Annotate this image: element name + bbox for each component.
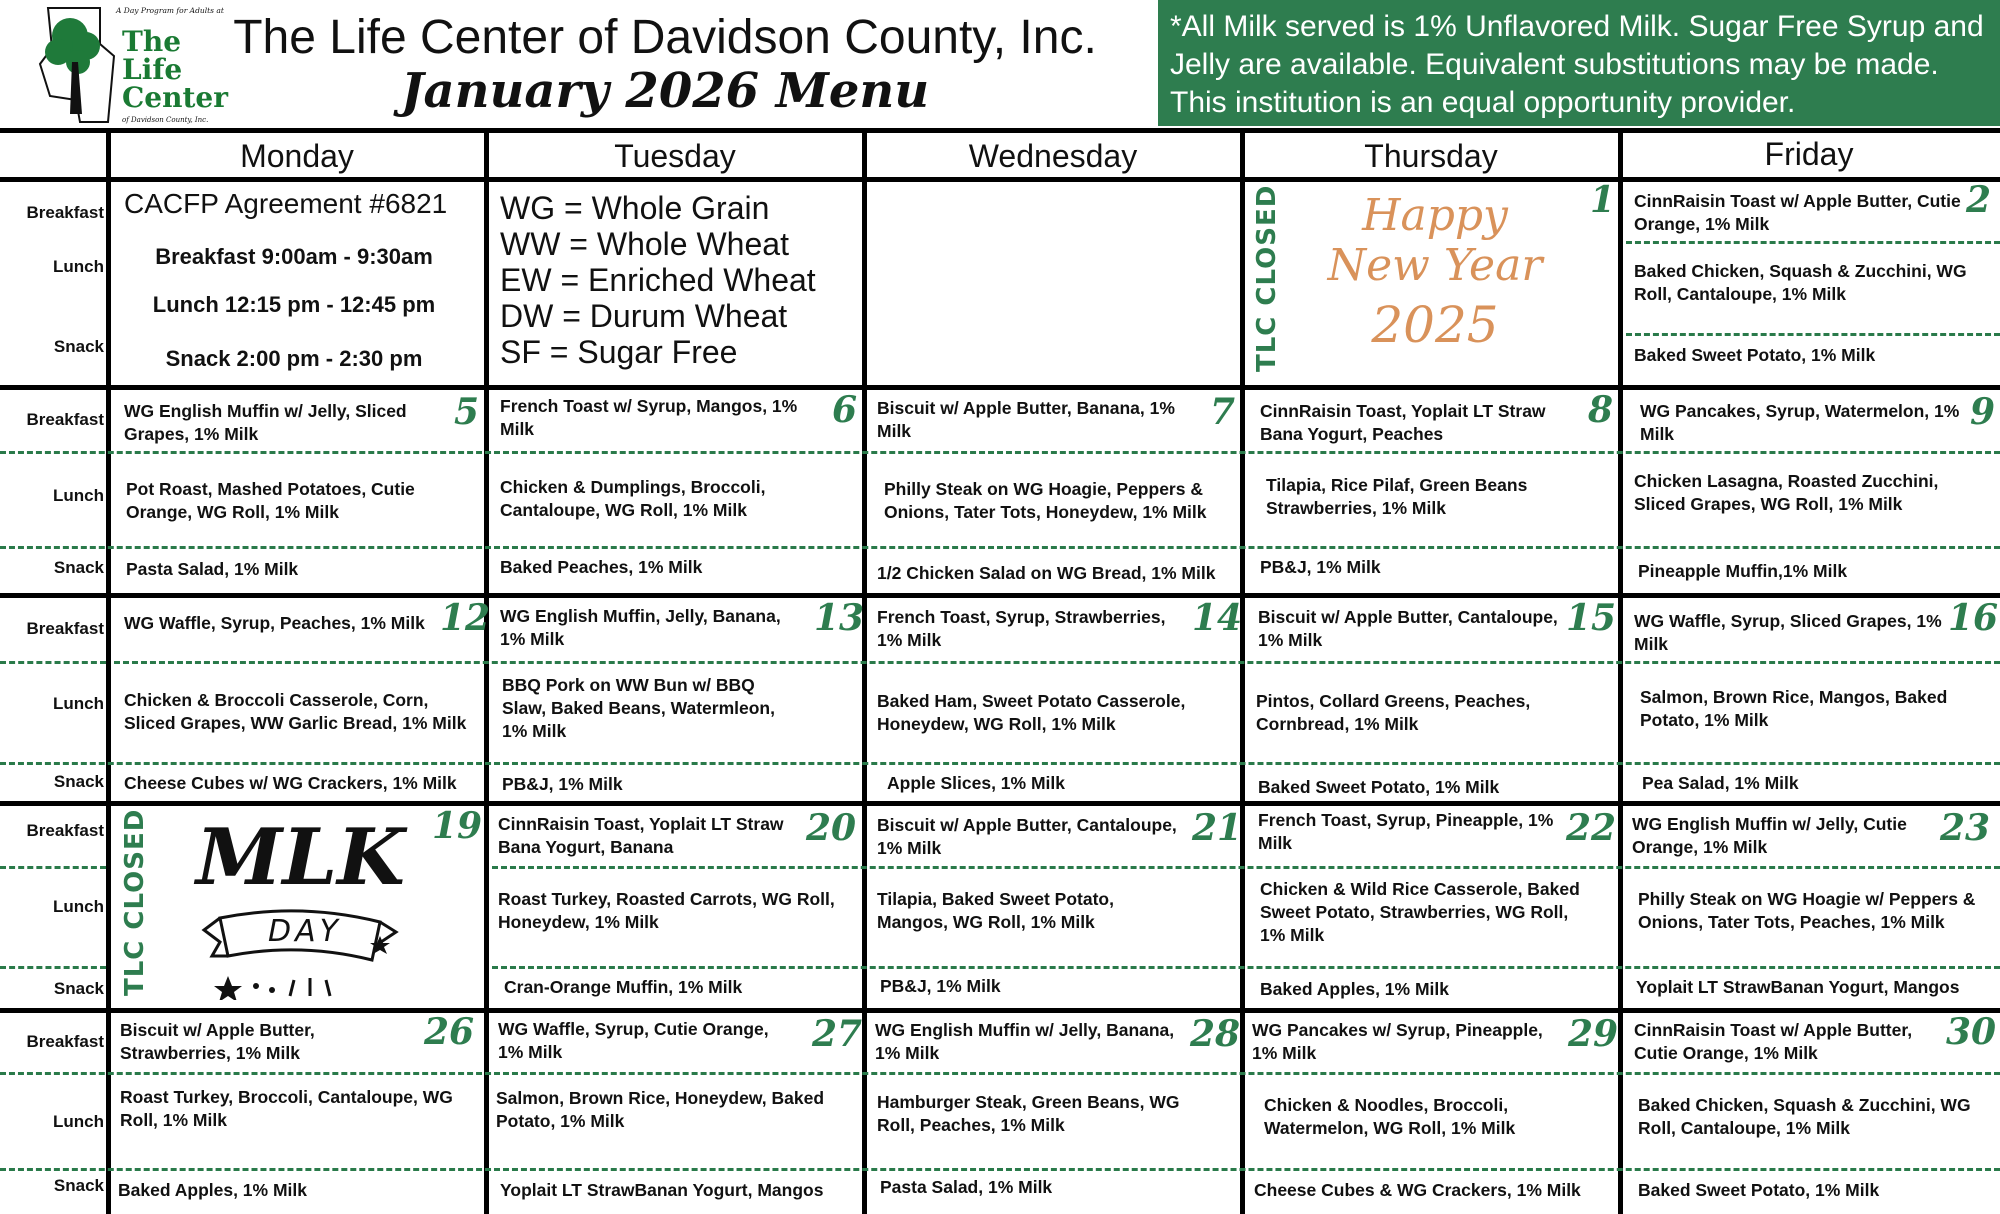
breakfast-item: CinnRaisin Toast w/ Apple Butter, Cutie Orange, 1% Milk bbox=[1634, 191, 1961, 234]
date-number: 8 bbox=[1588, 389, 1614, 431]
menu-month-title: January 2026 Menu bbox=[400, 63, 930, 119]
menu-calendar-grid bbox=[0, 128, 2000, 1214]
lunch-item: Pot Roast, Mashed Potatoes, Cutie Orange, WG Roll, 1% Milk bbox=[126, 479, 415, 522]
lunch-item: BBQ Pork on WW Bun w/ BBQ Slaw, Baked Beans, Watermleon, 1% Milk bbox=[502, 675, 775, 741]
lunch-item: Chicken & Wild Rice Casserole, Baked Sweet Potato, Strawberries, WG Roll, 1% Milk bbox=[1260, 879, 1580, 945]
lunch-item: Salmon, Brown Rice, Mangos, Baked Potato, 1% Milk bbox=[1640, 687, 1948, 730]
date-number: 28 bbox=[1190, 1013, 1241, 1055]
snack-item: Pineapple Muffin,1% Milk bbox=[1638, 561, 1848, 581]
breakfast-item: WG Waffle, Syrup, Sliced Grapes, 1% Milk bbox=[1634, 611, 1942, 654]
logo-word-the: The bbox=[122, 25, 182, 58]
grid-line bbox=[0, 1008, 2000, 1013]
date-number: 9 bbox=[1970, 391, 1996, 433]
grid-line bbox=[0, 593, 2000, 598]
snack-item: Baked Sweet Potato, 1% Milk bbox=[1638, 1180, 1880, 1200]
breakfast-item: WG English Muffin w/ Jelly, Cutie Orange, 1% Milk bbox=[1632, 814, 1907, 857]
breakfast-item: WG English Muffin w/ Jelly, Banana, 1% Milk bbox=[875, 1020, 1175, 1063]
snack-item: PB&J, 1% Milk bbox=[502, 774, 623, 794]
grid-line bbox=[484, 128, 489, 1214]
meal-divider bbox=[0, 661, 106, 664]
snack-item: PB&J, 1% Milk bbox=[1260, 557, 1381, 577]
breakfast-item: WG English Muffin, Jelly, Banana, 1% Milk bbox=[500, 606, 781, 649]
meal-label-breakfast: Breakfast bbox=[26, 619, 104, 638]
grid-line bbox=[1240, 128, 1245, 1214]
page-title: The Life Center of Davidson County, Inc. bbox=[233, 11, 1097, 64]
breakfast-item: WG Pancakes w/ Syrup, Pineapple, 1% Milk bbox=[1252, 1020, 1543, 1063]
lunch-item: Hamburger Steak, Green Beans, WG Roll, Peaches, 1% Milk bbox=[877, 1092, 1180, 1135]
lunch-item: Chicken & Noodles, Broccoli, Watermelon, WG Roll, 1% Milk bbox=[1264, 1095, 1516, 1138]
snack-item: Apple Slices, 1% Milk bbox=[887, 773, 1065, 793]
snack-item: Pasta Salad, 1% Milk bbox=[126, 559, 299, 579]
day-header-friday: Friday bbox=[1764, 136, 1854, 172]
snack-item: Cheese Cubes & WG Crackers, 1% Milk bbox=[1254, 1180, 1581, 1200]
snack-item: Cheese Cubes w/ WG Crackers, 1% Milk bbox=[124, 773, 457, 793]
breakfast-item: CinnRaisin Toast w/ Apple Butter, Cutie Orange, 1% Milk bbox=[1634, 1020, 1913, 1063]
snack-item: Baked Sweet Potato, 1% Milk bbox=[1258, 777, 1500, 797]
meal-label-snack: Snack bbox=[53, 979, 104, 998]
page-header bbox=[0, 0, 2000, 128]
meal-divider bbox=[1626, 333, 2000, 336]
meal-label-breakfast: Breakfast bbox=[26, 821, 104, 840]
meal-divider bbox=[0, 546, 2000, 549]
date-number: 14 bbox=[1192, 597, 1243, 639]
breakfast-item: WG English Muffin w/ Jelly, Sliced Grapes, 1% Milk bbox=[124, 401, 407, 444]
date-number: 6 bbox=[832, 389, 858, 431]
snack-hours: Snack 2:00 pm - 2:30 pm bbox=[165, 346, 423, 371]
tree-map-icon bbox=[30, 4, 120, 126]
day-header-thursday: Thursday bbox=[1364, 138, 1498, 174]
lunch-item: Roast Turkey, Roasted Carrots, WG Roll, Honeydew, 1% Milk bbox=[498, 889, 835, 932]
legend-ew: EW = Enriched Wheat bbox=[500, 262, 816, 298]
happy-new-year-text: New Year bbox=[1327, 240, 1543, 291]
meal-label-snack: Snack bbox=[53, 772, 104, 791]
legend-ww: WW = Whole Wheat bbox=[500, 226, 789, 262]
breakfast-hours: Breakfast 9:00am - 9:30am bbox=[155, 244, 433, 269]
lunch-item: Philly Steak on WG Hoagie, Peppers & Onions, Tater Tots, Honeydew, 1% Milk bbox=[884, 479, 1207, 522]
meal-divider bbox=[1626, 241, 2000, 244]
breakfast-item: WG Waffle, Syrup, Cutie Orange, 1% Milk bbox=[498, 1019, 769, 1062]
legend-dw: DW = Durum Wheat bbox=[500, 298, 788, 334]
meal-label-breakfast: Breakfast bbox=[26, 203, 104, 222]
snack-item: Yoplait LT StrawBanan Yogurt, Mangos bbox=[1636, 977, 1960, 997]
meal-label-lunch: Lunch bbox=[53, 486, 104, 505]
mlk-day-lettering: DAY bbox=[268, 914, 342, 949]
tlc-closed-label: TLC CLOSED bbox=[1252, 184, 1282, 372]
breakfast-item: WG Waffle, Syrup, Peaches, 1% Milk bbox=[124, 613, 425, 633]
snack-item: Baked Peaches, 1% Milk bbox=[500, 557, 703, 577]
lunch-item: Chicken & Dumplings, Broccoli, Cantaloupe, WG Roll, 1% Milk bbox=[500, 477, 766, 520]
breakfast-item: CinnRaisin Toast, Yoplait LT Straw Bana Yogurt, Banana bbox=[498, 814, 784, 857]
breakfast-item: WG Pancakes, Syrup, Watermelon, 1% Milk bbox=[1640, 401, 1960, 444]
meal-label-lunch: Lunch bbox=[53, 694, 104, 713]
date-number: 21 bbox=[1192, 807, 1243, 849]
meal-label-lunch: Lunch bbox=[53, 257, 104, 276]
tlc-closed-label: TLC CLOSED bbox=[120, 808, 150, 996]
date-number: 15 bbox=[1566, 597, 1617, 639]
day-header-tuesday: Tuesday bbox=[614, 138, 736, 174]
grid-line bbox=[0, 801, 2000, 806]
meal-divider bbox=[492, 866, 2000, 869]
grid-line bbox=[862, 128, 867, 1214]
mlk-day-graphic bbox=[190, 810, 410, 1000]
date-number: 19 bbox=[432, 805, 483, 847]
date-number: 12 bbox=[440, 597, 491, 639]
snack-item: Baked Apples, 1% Milk bbox=[118, 1180, 307, 1200]
lunch-item: Baked Chicken, Squash & Zucchini, WG Roll, Cantaloupe, 1% Milk bbox=[1634, 261, 1967, 304]
snack-item: 1/2 Chicken Salad on WG Bread, 1% Milk bbox=[877, 563, 1216, 583]
meal-divider bbox=[492, 966, 2000, 969]
date-number: 29 bbox=[1568, 1013, 1619, 1055]
day-header-wednesday: Wednesday bbox=[968, 138, 1138, 174]
date-number: 22 bbox=[1566, 807, 1617, 849]
milk-disclaimer-note: *All Milk served is 1% Unflavored Milk. Sugar Free Syrup and Jelly are available. Equivalent substitutions may be made. This institution is an equal opportunity provider. bbox=[1158, 0, 2000, 126]
breakfast-item: CinnRaisin Toast, Yoplait LT Straw Bana Yogurt, Peaches bbox=[1260, 401, 1546, 444]
meal-divider bbox=[0, 866, 106, 869]
breakfast-item: Biscuit w/ Apple Butter, Cantaloupe, 1% Milk bbox=[1258, 607, 1558, 650]
date-number: 26 bbox=[424, 1011, 475, 1053]
lunch-item: Chicken & Broccoli Casserole, Corn, Sliced Grapes, WW Garlic Bread, 1% Milk bbox=[124, 690, 467, 733]
snack-item: Cran-Orange Muffin, 1% Milk bbox=[504, 977, 743, 997]
date-number: 30 bbox=[1946, 1011, 1997, 1053]
date-number: 1 bbox=[1590, 179, 1616, 221]
grid-line bbox=[0, 385, 2000, 390]
happy-new-year-happy: Happy bbox=[1362, 190, 1508, 241]
happy-new-year-year: 2025 bbox=[1371, 296, 1499, 354]
date-number: 5 bbox=[454, 391, 480, 433]
meal-divider bbox=[0, 762, 2000, 765]
mlk-lettering: MLK bbox=[196, 812, 405, 903]
meal-label-breakfast: Breakfast bbox=[26, 410, 104, 429]
logo-subtitle: of Davidson County, Inc. bbox=[122, 116, 209, 124]
date-number: 2 bbox=[1966, 179, 1992, 221]
lunch-item: Salmon, Brown Rice, Honeydew, Baked Potato, 1% Milk bbox=[496, 1088, 825, 1131]
logo-word-life: Life bbox=[122, 53, 183, 86]
meal-divider bbox=[0, 1168, 2000, 1171]
breakfast-item: Biscuit w/ Apple Butter, Cantaloupe, 1% Milk bbox=[877, 815, 1177, 858]
date-number: 27 bbox=[812, 1013, 863, 1055]
meal-divider bbox=[0, 966, 106, 969]
lunch-item: Roast Turkey, Broccoli, Cantaloupe, WG Roll, 1% Milk bbox=[120, 1087, 453, 1130]
lunch-item: Philly Steak on WG Hoagie w/ Peppers & Onions, Tater Tots, Peaches, 1% Milk bbox=[1638, 889, 1976, 932]
meal-divider bbox=[0, 451, 2000, 454]
breakfast-item: French Toast, Syrup, Strawberries, 1% Milk bbox=[877, 607, 1166, 650]
legend-sf: SF = Sugar Free bbox=[500, 334, 738, 370]
snack-item: Yoplait LT StrawBanan Yogurt, Mangos bbox=[500, 1180, 824, 1200]
grid-line bbox=[1618, 128, 1623, 1214]
meal-label-snack: Snack bbox=[53, 558, 104, 577]
lunch-item: Baked Chicken, Squash & Zucchini, WG Roll, Cantaloupe, 1% Milk bbox=[1638, 1095, 1971, 1138]
lunch-hours: Lunch 12:15 pm - 12:45 pm bbox=[152, 292, 436, 317]
snack-item: Baked Apples, 1% Milk bbox=[1260, 979, 1449, 999]
meal-divider bbox=[0, 1072, 2000, 1075]
date-number: 23 bbox=[1940, 807, 1991, 849]
date-number: 20 bbox=[806, 807, 857, 849]
breakfast-item: French Toast, Syrup, Pineapple, 1% Milk bbox=[1258, 810, 1554, 853]
date-number: 13 bbox=[814, 597, 865, 639]
cacfp-agreement: CACFP Agreement #6821 bbox=[124, 188, 448, 219]
meal-label-breakfast: Breakfast bbox=[26, 1032, 104, 1051]
breakfast-item: French Toast w/ Syrup, Mangos, 1% Milk bbox=[500, 396, 798, 439]
lunch-item: Tilapia, Rice Pilaf, Green Beans Strawberries, 1% Milk bbox=[1266, 475, 1528, 518]
snack-item: Baked Sweet Potato, 1% Milk bbox=[1634, 345, 1876, 365]
lunch-item: Chicken Lasagna, Roasted Zucchini, Sliced Grapes, WG Roll, 1% Milk bbox=[1634, 471, 1939, 514]
lunch-item: Tilapia, Baked Sweet Potato, Mangos, WG Roll, 1% Milk bbox=[877, 889, 1114, 932]
meal-label-lunch: Lunch bbox=[53, 897, 104, 916]
logo-tagline: A Day Program for Adults at bbox=[116, 6, 224, 15]
day-header-monday: Monday bbox=[240, 138, 354, 174]
legend-wg: WG = Whole Grain bbox=[500, 190, 770, 226]
breakfast-item: Biscuit w/ Apple Butter, Banana, 1% Milk bbox=[877, 398, 1175, 441]
grid-line bbox=[0, 128, 2000, 133]
lunch-item: Pintos, Collard Greens, Peaches, Cornbread, 1% Milk bbox=[1256, 691, 1531, 734]
snack-item: Pea Salad, 1% Milk bbox=[1642, 773, 1799, 793]
snack-item: Pasta Salad, 1% Milk bbox=[880, 1177, 1053, 1197]
meal-label-snack: Snack bbox=[53, 1176, 104, 1195]
snack-item: PB&J, 1% Milk bbox=[880, 976, 1001, 996]
meal-label-snack: Snack bbox=[53, 337, 104, 356]
grid-line bbox=[106, 128, 111, 1214]
grid-line bbox=[0, 177, 2000, 182]
breakfast-item: Biscuit w/ Apple Butter, Strawberries, 1% Milk bbox=[120, 1020, 315, 1063]
date-number: 16 bbox=[1948, 597, 1999, 639]
date-number: 7 bbox=[1210, 391, 1236, 433]
logo-word-center: Center bbox=[122, 81, 228, 114]
meal-divider bbox=[114, 661, 2000, 664]
lunch-item: Baked Ham, Sweet Potato Casserole, Honeydew, WG Roll, 1% Milk bbox=[877, 691, 1186, 734]
mlk-banner-icon bbox=[190, 810, 410, 1000]
meal-label-lunch: Lunch bbox=[53, 1112, 104, 1131]
